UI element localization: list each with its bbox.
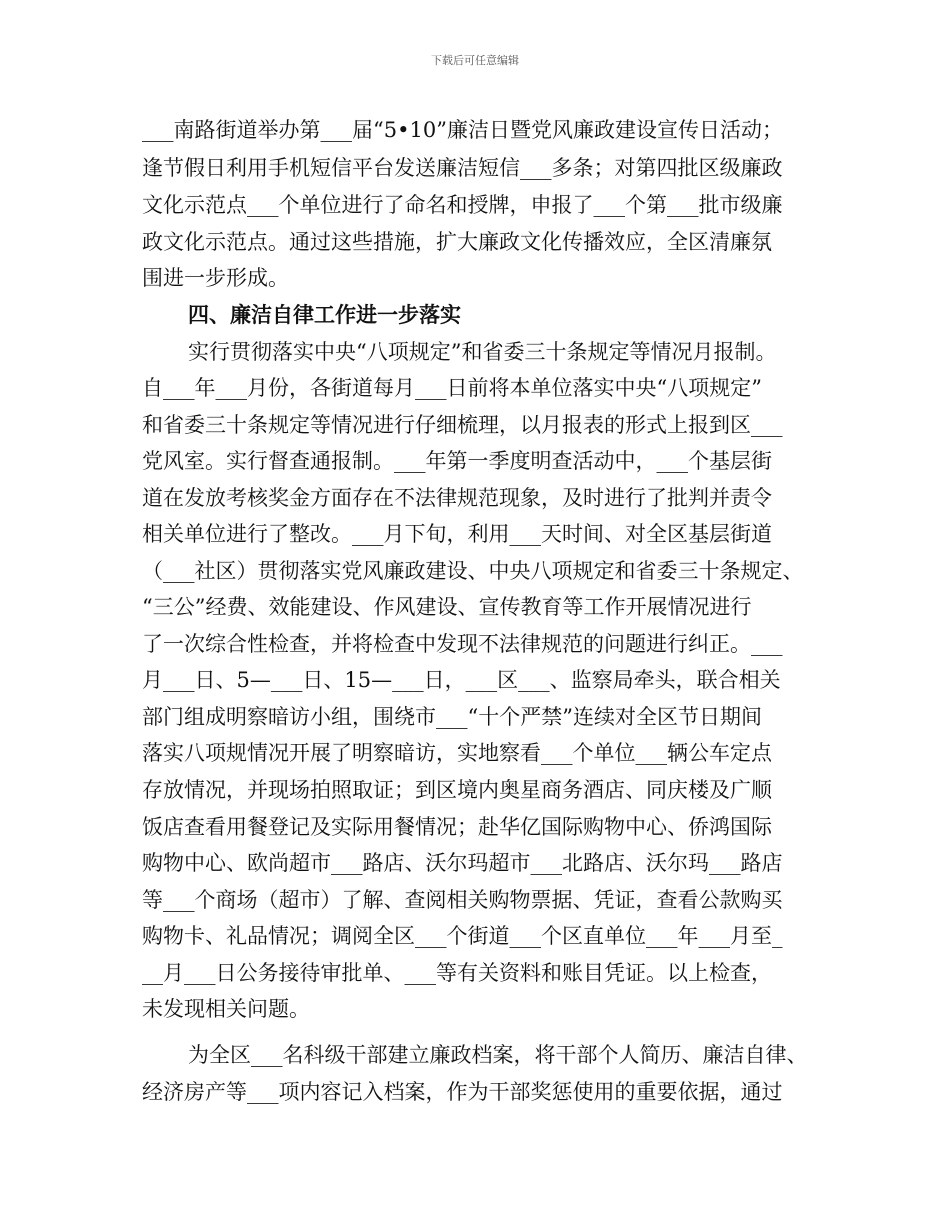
body-line: 部门组成明察暗访小组，围绕市___“十个严禁”连续对全区节日期间 xyxy=(142,705,762,729)
body-line: __月___日公务接待审批单、___等有关资料和账目凭证。以上检查， xyxy=(142,961,772,985)
body-line: 道在发放考核奖金方面存在不法律规范现象，及时进行了批判并责令 xyxy=(142,486,772,510)
body-line: 落实八项规情况开展了明察暗访，实地察看___个单位___辆公车定点 xyxy=(142,741,772,765)
body-line: 存放情况，并现场拍照取证；到区境内奥星商务酒店、同庆楼及广顺 xyxy=(142,778,772,802)
body-line: （___社区）贯彻落实党风廉政建设、中央八项规定和省委三十条规定、 xyxy=(142,559,804,583)
body-line: 相关单位进行了整改。___月下旬，利用___天时间、对全区基层街道 xyxy=(142,522,772,546)
body-line: 未发现相关问题。 xyxy=(142,997,310,1021)
body-line: ___南路街道举办第___届“5•10”廉洁日暨党风廉政建设宣传日活动； xyxy=(142,118,783,142)
body-line: 政文化示范点。通过这些措施，扩大廉政文化传播效应，全区清廉氛 xyxy=(142,230,772,254)
body-line: 饭店查看用餐登记及实际用餐情况；赴华亿国际购物中心、侨鸿国际 xyxy=(142,815,772,839)
body-line: 自___年___月份，各街道每月___日前将本单位落实中央“八项规定” xyxy=(142,376,762,400)
section-heading: 四、廉洁自律工作进一步落实 xyxy=(188,303,461,327)
body-line: 为全区___名科级干部建立廉政档案，将干部个人简历、廉洁自律、 xyxy=(188,1043,808,1067)
body-line: 了一次综合性检查，并将检查中发现不法律规范的问题进行纠正。___ xyxy=(142,632,783,656)
body-line: 党风室。实行督查通报制。___年第一季度明查活动中，___个基层街 xyxy=(142,449,772,473)
body-line: 文化示范点___个单位进行了命名和授牌，申报了___个第___批市级廉 xyxy=(142,193,783,217)
body-line: 实行贯彻落实中央“八项规定”和省委三十条规定等情况月报制。 xyxy=(188,340,777,364)
body-line: 等___个商场（超市）了解、查阅相关购物票据、凭证，查看公款购买 xyxy=(142,888,783,912)
body-line: 逢节假日利用手机短信平台发送廉洁短信___多条；对第四批区级廉政 xyxy=(142,156,783,180)
body-line: 月___日、5—___日、15—___日，___区___、监察局牵头，联合相关 xyxy=(142,668,781,692)
body-line: 和省委三十条规定等情况进行仔细梳理，以月报表的形式上报到区___ xyxy=(142,413,783,437)
page-header: 下载后可任意编辑 xyxy=(431,54,519,67)
body-line: “三公”经费、效能建设、作风建设、宣传教育等工作开展情况进行 xyxy=(142,595,752,619)
body-line: 购物中心、欧尚超市___路店、沃尔玛超市___北路店、沃尔玛___路店 xyxy=(142,851,783,875)
body-line: 经济房产等___项内容记入档案，作为干部奖惩使用的重要依据，通过 xyxy=(142,1080,783,1104)
body-line: 购物卡、礼品情况；调阅全区___个街道___个区直单位___年___月至_ xyxy=(142,924,783,948)
body-line: 围进一步形成。 xyxy=(142,266,289,290)
